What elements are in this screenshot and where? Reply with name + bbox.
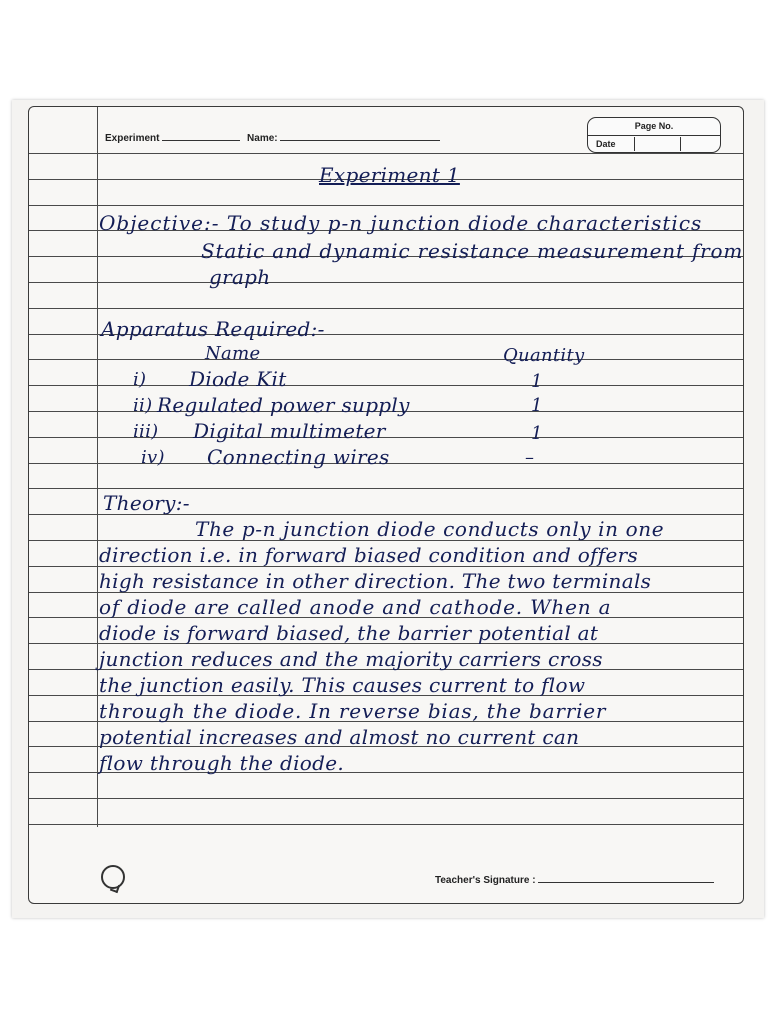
ruled-line — [29, 824, 743, 825]
apparatus-item-number: ii) — [133, 395, 153, 416]
apparatus-item-number: i) — [133, 369, 147, 390]
theory-line: high resistance in other direction. The two terminals — [99, 569, 652, 593]
date-label: Date — [596, 139, 616, 149]
apparatus-item-number: iii) — [133, 421, 159, 442]
theory-line: junction reduces and the majority carriers cross — [99, 647, 603, 671]
page-date-box — [587, 117, 721, 153]
apparatus-item-name: Connecting wires — [207, 445, 390, 469]
apparatus-item-name: Regulated power supply — [157, 393, 410, 417]
theory-line: of diode are called anode and cathode. When a — [99, 595, 612, 619]
objective-line: Objective:- To study p-n junction diode characteristics — [99, 211, 703, 235]
theory-line: flow through the diode. — [99, 751, 345, 775]
theory-line: diode is forward biased, the barrier potential at — [99, 621, 599, 645]
experiment-field — [105, 131, 440, 144]
ruled-line — [29, 488, 743, 489]
theory-line: through the diode. In reverse bias, the barrier — [99, 699, 607, 723]
brand-logo-icon — [101, 865, 125, 889]
ruled-line — [29, 359, 743, 360]
apparatus-item-quantity: 1 — [531, 423, 543, 444]
date-divider — [680, 137, 681, 151]
theory-line: direction i.e. in forward biased condition and offers — [99, 543, 639, 567]
ruled-line — [29, 153, 743, 154]
page-title: Experiment 1 — [319, 163, 460, 187]
page-box-divider — [588, 135, 720, 136]
apparatus-heading: Apparatus Required:- — [101, 317, 325, 341]
name-label: Name: — [247, 133, 278, 144]
signature-label: Teacher's Signature : — [435, 875, 536, 886]
objective-line: graph — [209, 265, 271, 289]
date-divider — [634, 137, 635, 151]
teacher-signature-field — [435, 873, 714, 886]
page-frame — [28, 106, 744, 904]
ruled-line — [29, 798, 743, 799]
theory-heading: Theory:- — [103, 491, 190, 515]
margin-line — [97, 107, 98, 827]
ruled-line — [29, 282, 743, 283]
apparatus-item-name: Digital multimeter — [193, 419, 386, 443]
objective-line: Static and dynamic resistance measurement from — [201, 239, 744, 263]
theory-line: potential increases and almost no current can — [99, 725, 580, 749]
apparatus-item-quantity: – — [525, 447, 535, 468]
experiment-label: Experiment — [105, 133, 160, 144]
page-no-label: Page No. — [634, 121, 674, 131]
ruled-line — [29, 205, 743, 206]
apparatus-quantity-header: Quantity — [503, 345, 585, 366]
apparatus-item-number: iv) — [141, 447, 165, 468]
ruled-line — [29, 308, 743, 309]
signature-blank — [538, 873, 714, 883]
apparatus-item-quantity: 1 — [531, 371, 543, 392]
theory-line: The p-n junction diode conducts only in one — [195, 517, 665, 541]
theory-line: the junction easily. This causes current to flow — [99, 673, 586, 697]
name-blank — [280, 131, 440, 141]
apparatus-item-name: Diode Kit — [189, 367, 287, 391]
apparatus-name-header: Name — [205, 343, 261, 364]
apparatus-item-quantity: 1 — [531, 395, 543, 416]
experiment-blank — [162, 131, 240, 141]
